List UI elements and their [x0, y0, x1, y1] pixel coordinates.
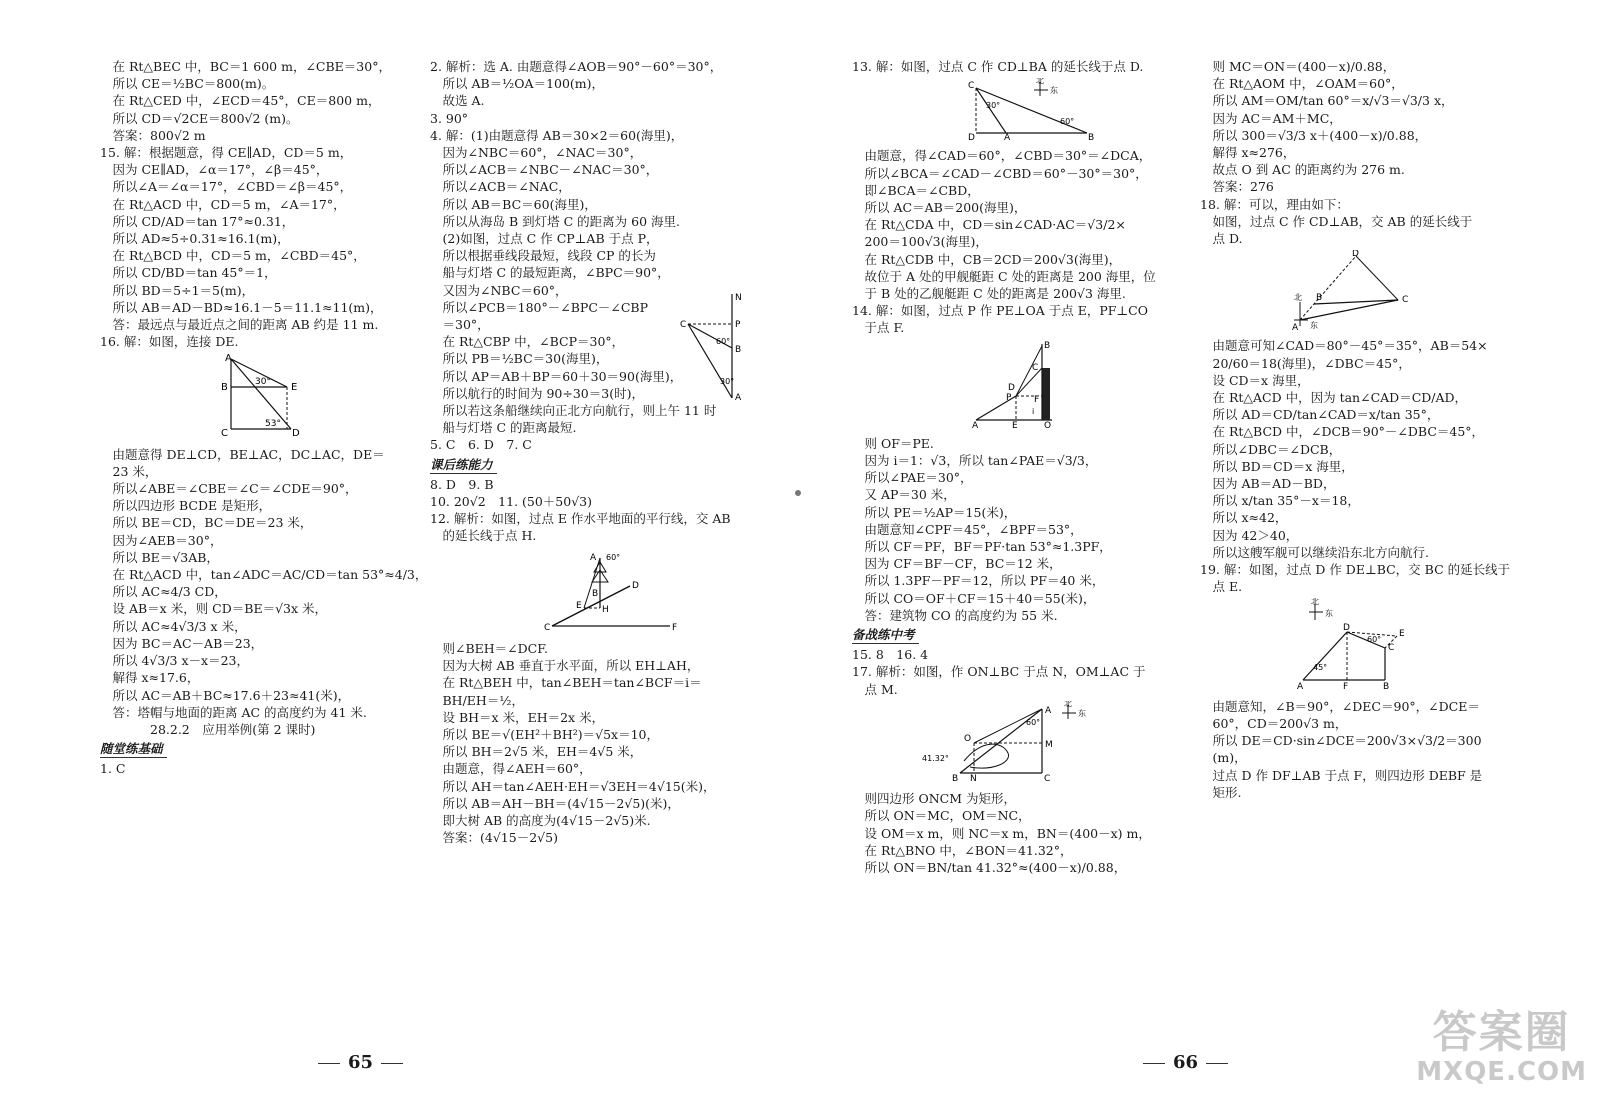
text-line: 因为 i＝1：√3，所以 tan∠PAE＝√3/3， [852, 453, 1098, 469]
fig4-label: A [735, 393, 742, 402]
text-line: 所以 AC＝AB＝200(海里)， [852, 200, 1027, 216]
text-line: 解得 x≈17.6， [100, 670, 200, 686]
text-line: 所以这艘军舰可以继续沿东北方向航行. [1200, 544, 1429, 560]
text-line: 60°，CD＝200√3 m， [1200, 715, 1348, 731]
text-line: 在 Rt△BEC 中，BC＝1 600 m，∠CBE＝30°， [100, 59, 391, 74]
text-line: 即∠BCA＝∠CBD， [852, 182, 980, 198]
text-line: 的延长线于点 H. [430, 528, 537, 544]
fig4-label: B [735, 345, 742, 355]
text-line: 设 AB＝x 米，则 CD＝BE＝√3x 米， [100, 601, 328, 617]
gutter-dot [795, 490, 801, 496]
text-line: 19. 解：如图，过点 D 作 DE⊥BC，交 BC 的延长线于 [1200, 562, 1511, 578]
fig14-label: F [1034, 394, 1040, 405]
fig17-label: A [1045, 705, 1052, 716]
text-line: 所以 x/tan 35°－x＝18， [1200, 493, 1360, 509]
text-line: 所以 ON＝BN/tan 41.32°≈(400－x)/0.88， [852, 859, 1127, 875]
text-line: 在 Rt△BCD 中，CD＝5 m，∠CBD＝45°， [100, 248, 366, 264]
fig19-label: 60° [1367, 635, 1382, 645]
fig13-label: 60° [1060, 117, 1075, 127]
fig13-label: D [968, 133, 975, 141]
text-line: 所以 AC≈4/3 CD， [100, 584, 227, 600]
text-line: 答案：276 [1200, 179, 1274, 195]
text-line: 在 Rt△CDB 中，CB＝2CD＝200√3(海里)， [852, 251, 1122, 267]
text-line: 由题意知∠CPF＝45°，∠BPF＝53°， [852, 521, 1083, 537]
fig4-label: 60° [716, 337, 731, 346]
text-line: 8. D 9. B [430, 476, 494, 492]
text-line: 在 Rt△ACD 中，因为 tan∠CAD＝CD/AD， [1200, 390, 1468, 406]
figure-14 [972, 340, 1192, 432]
fig16-label: D [292, 428, 300, 439]
text-line: 所以 AD≈5÷0.31≈16.1(m)， [100, 231, 290, 247]
text-line: 则 OF＝PE. [852, 435, 934, 451]
text-line: 5. C 6. D 7. C [430, 437, 532, 453]
text-line: 所以 PB＝½BC＝30(海里)， [430, 351, 609, 367]
text-line: 设 CD＝x 海里， [1200, 372, 1310, 388]
page66-right-column [1200, 58, 1530, 801]
text-line: 船与灯塔 C 的距离最短. [430, 420, 577, 436]
text-line: 所以 AM＝OM/tan 60°＝x/√3＝√3/3 x， [1200, 93, 1454, 109]
fig4-label: N [735, 293, 742, 303]
text-line: 所以 DE＝CD·sin∠DCE＝200√3×√3/2＝300 [1200, 733, 1482, 749]
fig14-label: D [1008, 382, 1015, 393]
fig14-label: O [1044, 420, 1052, 428]
text-line: 14. 解：如图，过点 P 作 PE⊥OA 于点 E，PF⊥CO [852, 303, 1148, 319]
fig16-label: C [221, 428, 228, 439]
page66-left-column [852, 58, 1192, 876]
fig19-label: 45° [1313, 663, 1328, 673]
text-line: 因为大树 AB 垂直于水平面，所以 EH⊥AH， [430, 658, 700, 674]
fig12-label: F [672, 622, 678, 633]
text-line: 所以∠DBC＝∠DCB， [1200, 441, 1342, 457]
text-line: 点 M. [852, 681, 898, 697]
fig14-label: C [1032, 362, 1039, 373]
text-line: 13. 解：如图，过点 C 作 CD⊥BA 的延长线于点 D. [852, 59, 1144, 74]
text-line: 所以航行的时间为 90÷30＝3(时)， [430, 385, 644, 401]
text-line: 所以若这条船继续向正北方向航行，则上午 11 时 [430, 403, 717, 419]
text-line: 所以 AD＝CD/tan∠CAD＝x/tan 35°， [1200, 407, 1440, 423]
text-line: 10. 20√2 11. (50＋50√3) [430, 494, 593, 510]
fig17-label: O [964, 733, 972, 744]
fig14-label: P [1006, 392, 1012, 403]
text-line: 所以 CE＝½BC＝800(m)。 [100, 76, 275, 92]
text-line: 所以∠ABE＝∠CBE＝∠C＝∠CDE＝90°， [100, 481, 358, 497]
text-line: 所以四边形 BCDE 是矩形， [100, 498, 272, 514]
text-line: 故选 A. [430, 93, 485, 109]
text-line: 所以 4√3/3 x－x＝23， [100, 653, 249, 669]
text-line: 设 BH＝x 米，EH＝2x 米， [430, 709, 605, 725]
text-line: 所以 BD＝CD＝x 海里， [1200, 458, 1354, 474]
text-line: 因为 BC＝AC－AB＝23， [100, 635, 264, 651]
text-line: 点 D. [1200, 231, 1243, 247]
text-line: 解得 x≈276， [1200, 145, 1296, 161]
section-heading: 随堂练基础 [100, 740, 167, 758]
fig18-label: 东 [1310, 321, 1318, 331]
fig18-label: B [1316, 293, 1323, 304]
text-line: 由题意，得∠AEH＝60°， [430, 761, 592, 777]
fig4-label: C [680, 320, 687, 330]
fig13-label: A [1004, 133, 1011, 141]
text-line: 在 Rt△BNO 中，∠BON＝41.32°， [852, 842, 1073, 858]
fig19-label: C [1388, 643, 1395, 654]
text-line: 所以 AB＝AH－BH＝(4√15－2√5)(米)， [430, 795, 680, 811]
fig19-label: 北 [1311, 598, 1319, 607]
text-line: 即大树 AB 的高度为(4√15－2√5)米. [430, 812, 651, 828]
fig14-label: B [1044, 340, 1051, 351]
fig16-label: A [225, 353, 232, 365]
text-line: 因为 CF＝BF－CF，BC＝12 米， [852, 556, 1062, 572]
text-line: 于点 F. [852, 320, 905, 336]
figure-12 [540, 548, 770, 637]
text-line: 答：最远点与最近点之间的距离 AB 约是 11 m. [100, 317, 379, 333]
fig14-label: E [1012, 420, 1018, 428]
text-line: 所以 1.3PF－PF＝12，所以 PF＝40 米， [852, 573, 1105, 589]
text-line: 过点 D 作 DF⊥AB 于点 F，则四边形 DEBF 是 [1200, 767, 1483, 783]
fig13-label: B [1088, 133, 1095, 141]
text-line: BH/EH＝½， [430, 692, 524, 708]
text-line: 矩形. [1200, 784, 1242, 800]
text-line: 所以 AP＝AB＋BP＝60＋30＝90(海里)， [430, 368, 683, 384]
answer-line: 1. C [100, 761, 126, 777]
text-line: 因为 AB＝AD－BD， [1200, 476, 1336, 492]
fig17-label: B [952, 773, 959, 783]
text-line: 所以 PE＝½AP＝15(米)， [852, 504, 1017, 520]
text-line: 所以从海岛 B 到灯塔 C 的距离为 60 海里. [430, 213, 680, 229]
text-line: 在 Rt△BCD 中，∠DCB＝90°－∠DBC＝45°， [1200, 424, 1485, 440]
fig12-label: B [592, 588, 599, 599]
fig17-label: 北 [1064, 700, 1072, 708]
text-line: 所以 CD/AD＝tan 17°≈0.31， [100, 213, 295, 229]
text-line: 所以 BE＝√3AB， [100, 549, 219, 565]
fig19-label: B [1383, 682, 1390, 691]
text-line: 所以∠BCA＝∠CAD－∠CBD＝60°－30°＝30°， [852, 165, 1148, 181]
text-line: 2. 解析：选 A. 由题意得∠AOB＝90°－60°＝30°， [430, 59, 723, 74]
fig13-label: 30° [986, 101, 1001, 111]
fig12-label: C [544, 622, 551, 633]
text-line: 所以 BE＝√(EH²＋BH²)＝√5x＝10， [430, 726, 660, 742]
fig17-label: 41.32° [922, 753, 949, 763]
text-line: 所以 AC＝AB＋BC≈17.6＋23≈41(米)， [100, 687, 351, 703]
fig17-label: M [1045, 739, 1053, 750]
text-line: 16. 解：如图，连接 DE. [100, 334, 239, 350]
text-line: 4. 解：(1)由题意得 AB＝30×2＝60(海里)， [430, 127, 684, 143]
text-line: 在 Rt△CDA 中，CD＝sin∠CAD·AC＝√3/2× [852, 217, 1126, 233]
text-line: 故点 O 到 AC 的距离约为 276 m. [1200, 162, 1405, 178]
text-line: 答案：800√2 m [100, 127, 206, 143]
text-line: 所以 AH＝tan∠AEH·EH＝√3EH＝4√15(米)， [430, 778, 716, 794]
text-line: ＝30°， [430, 317, 490, 333]
text-line: 答：建筑物 CO 的高度约为 55 米. [852, 607, 1058, 623]
text-line: 所以∠PAE＝30°， [852, 470, 973, 486]
text-line: 则∠BEH＝∠DCF. [430, 640, 548, 656]
text-line: 所以 ON＝MC，OM＝NC， [852, 808, 1031, 824]
page-number: 66 [1135, 1052, 1236, 1073]
text-line: 则四边形 ONCM 为矩形， [852, 791, 1016, 807]
fig12-label: 60° [606, 552, 621, 562]
text-line: 在 Rt△BEH 中，tan∠BEH＝tan∠BCF＝i＝ [430, 675, 702, 691]
fig13-label: 东 [1050, 86, 1058, 96]
text-line: 因为∠NBC＝60°，∠NAC＝30°， [430, 145, 643, 161]
figure-4 [680, 290, 750, 406]
text-line: 因为 CE∥AD，∠α＝17°，∠β＝45°， [100, 162, 329, 178]
fig14-label: A [972, 420, 979, 428]
text-line: 在 Rt△ACD 中，CD＝5 m，∠A＝17°， [100, 196, 346, 212]
text-line: 又因为∠NBC＝60°， [430, 282, 568, 298]
text-line: 所以 BH＝2√5 米，EH＝4√5 米， [430, 744, 643, 760]
text-line: 所以 CD/BD＝tan 45°＝1， [100, 265, 277, 281]
fig12-label: A [590, 552, 597, 563]
text-line: 在 Rt△CED 中，∠ECD＝45°，CE＝800 m， [100, 93, 381, 109]
text-line: 由题意可知∠CAD＝80°－45°＝35°，AB＝54× [1200, 338, 1488, 354]
fig16-label: B [221, 382, 228, 394]
text-line: 在 Rt△AOM 中，∠OAM＝60°， [1200, 76, 1404, 92]
text-line: 所以 CF＝PF，BF＝PF·tan 53°≈1.3PF， [852, 539, 1112, 555]
text-line: 在 Rt△ACD 中，tan∠ADC＝AC/CD＝tan 53°≈4/3， [100, 567, 428, 583]
fig19-label: A [1297, 682, 1304, 691]
fig4-label: 30° [720, 377, 735, 386]
text-line: 因为∠AEB＝30°， [100, 532, 223, 548]
text-line: 所以根据垂线段最短，线段 CP 的长为 [430, 248, 656, 264]
text-line: 所以∠ACB＝∠NAC， [430, 179, 571, 195]
text-line: 故位于 A 处的甲舰艇距 C 处的距离是 200 海里，位 [852, 268, 1156, 284]
fig12-label: D [632, 580, 639, 591]
fig16-label: E [291, 382, 298, 394]
fig14-label: i [1032, 406, 1035, 416]
fig18-label: C [1402, 295, 1409, 306]
text-line: 于 B 处的乙舰艇距 C 处的距离是 200√3 海里. [852, 286, 1126, 302]
fig19-label: E [1399, 629, 1405, 640]
fig19-label: 东 [1325, 609, 1333, 619]
fig17-label: C [1044, 773, 1051, 783]
fig16-label: 30° [255, 377, 271, 388]
fig19-label: D [1343, 623, 1350, 634]
fig18-label: A [1292, 323, 1299, 331]
text-line: 点 E. [1200, 579, 1243, 595]
text-line: 所以∠PCB＝180°－∠BPC－∠CBP [430, 299, 649, 315]
figure-17 [922, 701, 1192, 787]
fig19-label: F [1343, 682, 1349, 691]
text-line: 由题意，得∠CAD＝60°，∠CBD＝30°＝∠DCA， [852, 148, 1152, 164]
fig17-label: 东 [1078, 708, 1086, 718]
figure-13 [962, 78, 1192, 144]
text-line: 18. 解：可以，理由如下： [1200, 196, 1349, 212]
text-line: 所以 x≈42， [1200, 510, 1288, 526]
text-line: 23 米， [100, 463, 158, 479]
text-line: 200＝100√3(海里)， [852, 234, 988, 250]
figure-18 [1280, 250, 1530, 334]
text-line: 由题意知，∠B＝90°，∠DEC＝90°，∠DCE＝ [1200, 698, 1480, 714]
fig4-label: P [735, 320, 741, 330]
page65-right-column [430, 58, 770, 846]
figure-16 [215, 353, 420, 442]
page-number: 65 [310, 1052, 411, 1073]
text-line: 所以 CD＝√2CE＝800√2 (m)。 [100, 110, 299, 126]
text-line: 28.2.2 应用举例(第 2 课时) [100, 721, 316, 737]
text-line: 由题意得 DE⊥CD，BE⊥AC，DC⊥AC，DE＝ [100, 446, 385, 462]
watermark-logo: 答案圈 MXQE.COM [1416, 1007, 1587, 1087]
text-line: 17. 解析：如图，作 ON⊥BC 于点 N，OM⊥AC 于 [852, 664, 1146, 680]
text-line: 3. 90° [430, 110, 469, 126]
figure-19 [1295, 598, 1530, 694]
text-line: 所以∠ACB＝∠NBC－∠NAC＝30°， [430, 162, 659, 178]
text-line: 如图，过点 C 作 CD⊥AB，交 AB 的延长线于 [1200, 213, 1473, 229]
fig16-label: 53° [265, 419, 281, 430]
text-line: 在 Rt△CBP 中，∠BCP＝30°， [430, 334, 625, 350]
text-line: 设 OM＝x m，则 NC＝x m，BN＝(400－x) m， [852, 825, 1151, 841]
text-line: 船与灯塔 C 的最短距离，∠BPC＝90°， [430, 265, 670, 281]
text-line: 所以 CO＝OF＋CF＝15＋40＝55(米)， [852, 590, 1096, 606]
fig17-label: 60° [1026, 717, 1041, 727]
text-line: 因为 AC＝AM＋MC， [1200, 110, 1342, 126]
text-line: 所以 AB＝½OA＝100(m)， [430, 76, 605, 92]
page65-left-column [100, 58, 428, 778]
text-line: 因为 42＞40， [1200, 527, 1299, 543]
text-line: 又 AP＝30 米， [852, 487, 956, 503]
text-line: 所以 AB＝BC＝60(海里)， [430, 196, 597, 212]
fig12-label: H [602, 604, 609, 615]
text-line: 20/60＝18(海里)，∠DBC＝45°， [1200, 355, 1411, 371]
text-line: 12. 解析：如图，过点 E 作水平地面的平行线，交 AB [430, 511, 731, 527]
text-line: 所以 BE＝CD，BC＝DE＝23 米， [100, 515, 313, 531]
fig12-label: E [576, 600, 582, 611]
text-line: 所以 300＝√3/3 x＋(400－x)/0.88， [1200, 127, 1428, 143]
text-line: 所以 BD＝5÷1＝5(m)， [100, 282, 255, 298]
section-heading: 备战练中考 [852, 626, 919, 644]
text-line: 15. 8 16. 4 [852, 647, 929, 663]
text-line: 所以 AC≈4√3/3 x 米， [100, 618, 247, 634]
text-line: 答案：(4√15－2√5) [430, 830, 558, 846]
text-line: 答：塔帽与地面的距离 AC 的高度约为 41 米. [100, 704, 367, 720]
fig18-label: D [1352, 250, 1359, 260]
fig13-label: 北 [1036, 78, 1044, 86]
text-line: 所以 AB＝AD－BD≈16.1－5＝11.1≈11(m)， [100, 299, 383, 315]
text-line: 所以∠A＝∠α＝17°，∠CBD＝∠β＝45°， [100, 179, 353, 195]
text-line: (2)如图，过点 C 作 CP⊥AB 于点 P， [430, 231, 659, 247]
fig13-label: C [968, 81, 975, 92]
text-line: 15. 解：根据题意，得 CE∥AD，CD＝5 m， [100, 145, 353, 161]
section-heading: 课后练能力 [430, 456, 497, 474]
fig18-label: 北 [1294, 293, 1302, 303]
text-line: 则 MC＝ON＝(400－x)/0.88， [1200, 59, 1396, 74]
text-line: (m)， [1200, 750, 1247, 766]
fig17-label: N [970, 773, 977, 783]
